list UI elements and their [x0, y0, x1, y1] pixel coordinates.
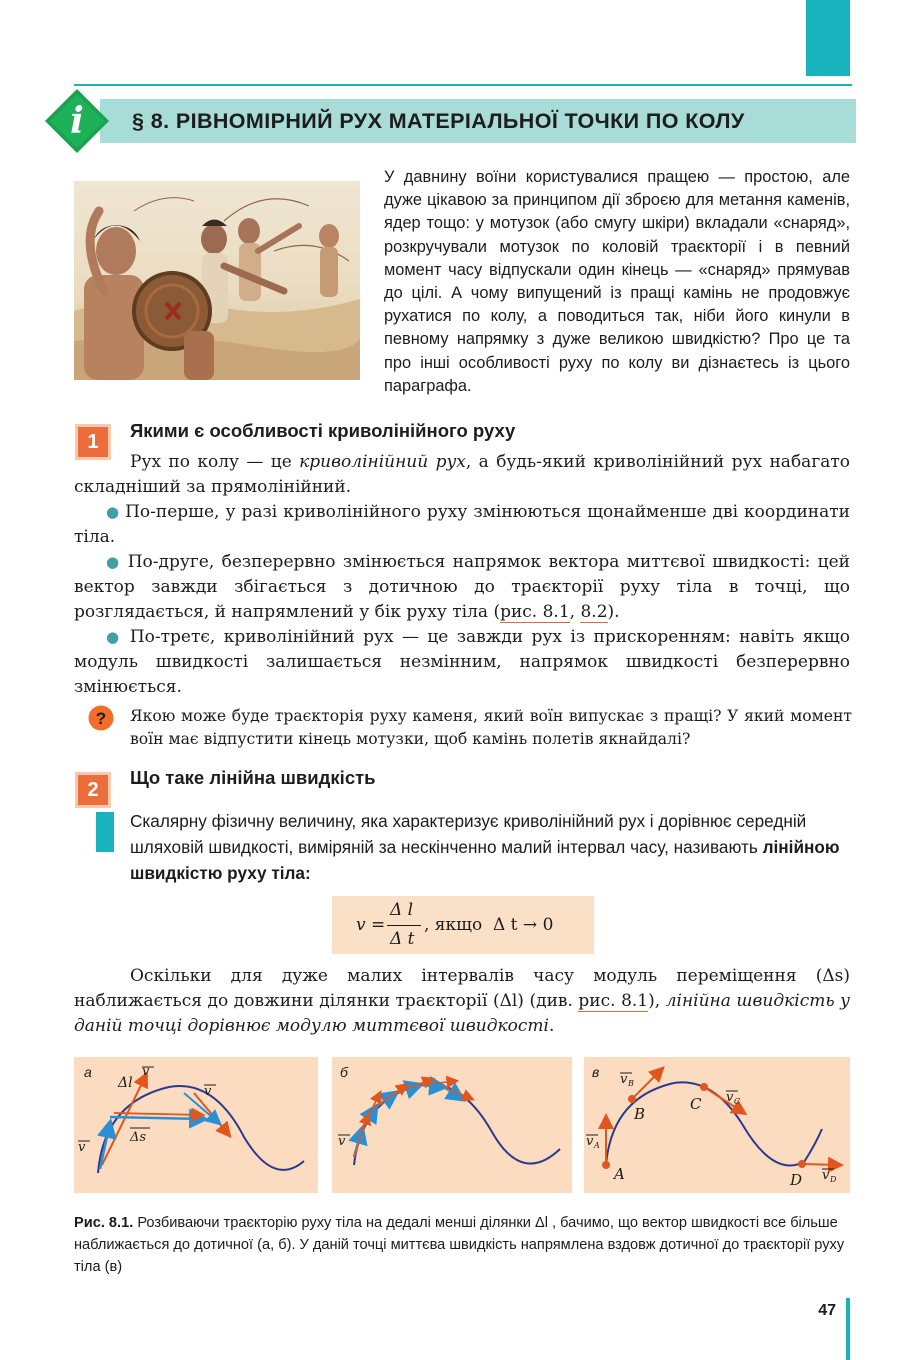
bullet-third: ● По-третє, криволінійний рух — це завжди рух із прискоренням: навіть якщо модуль швидкості залишається незмінним, напрямок швидкості безперервно змінюється. [74, 627, 851, 697]
info-badge-letter: i [70, 100, 84, 142]
top-rule [74, 84, 852, 86]
formula-denominator: Δ t [390, 929, 415, 949]
label-v-right: v [204, 1084, 212, 1099]
formula-lhs: v = [356, 915, 386, 935]
panel-letter-c: в [592, 1064, 600, 1080]
figure-caption: Рис. 8.1. Розбиваючи траєкторію руху тіла на дедалі менші ділянки Δl , бачимо, що вектор швидкості все більше наближається до дотичної (а, б). У даній точці миттєва швидкість напрямлена вздовж дотичної до траєкторії руху тіла (в) [74, 1215, 845, 1275]
figure-reference-link[interactable]: рис. 8.1 [578, 991, 649, 1011]
top-accent-bar [806, 0, 850, 76]
section-number-1: 1 [78, 427, 108, 457]
question-icon [88, 705, 114, 731]
label-v-b: v [620, 1072, 628, 1087]
question-text: Якою може буде траєкторія руху каменя, який воїн випускає з пращі? У який момент воїн має відпустити кінець мотузки, щоб камінь полетів якнайдалі? [130, 707, 852, 748]
label-v-top: v [142, 1064, 150, 1079]
label-v-d-sub: D [830, 1175, 837, 1184]
intro-paragraph: У давнину воїни користувалися пращею — простою, але дуже цікавою за принципом дії зброєю для метання каменів, ядер тощо: у мотузок (або смугу шкіри) вкладали «снаряд», розкручували мотузок по коловій траєкторії і в певний момент часу відпускали один кінець — «снаряд» прямував до цілі. А чому випущений із пращі камінь не продовжує рухатися по колу, а поводиться так, ніби його кинули в певному напрямку з дуже великою швидкістю? Про це та про інші особливості руху по колу ви дізнаєтесь із цього параграфа. [384, 168, 850, 395]
point-a: A [614, 1165, 625, 1183]
figure-reference-link[interactable]: рис. 8.1 [500, 602, 570, 622]
figure-panel-a [74, 1057, 318, 1193]
info-icon [44, 88, 110, 154]
bullet-dot: ● [106, 503, 126, 521]
definition-marker [96, 812, 114, 852]
label-v-left: v [78, 1140, 86, 1155]
label-delta-l: Δl [118, 1075, 133, 1091]
panel-letter-a: а [84, 1064, 92, 1080]
bullet-dot: ● [106, 553, 128, 571]
formula-condition: , якщо Δ t → 0 [424, 915, 554, 935]
figure-panel-b [332, 1057, 572, 1193]
panel-letter-b: б [340, 1064, 348, 1080]
label-v-b-sub: B [628, 1079, 634, 1088]
point-c: C [690, 1095, 702, 1113]
label-v-a: v [586, 1134, 594, 1149]
label-v-d: v [822, 1168, 830, 1183]
bullet-dot: ● [106, 628, 130, 646]
bullet-second: ● По-друге, безперервно змінюється напрямок вектора миттєвої швидкості: цей вектор завжди збігається з дотичною до траєкторії руху тіла в точці, що розглядається, й напрямлений у бік руху тіла (рис. 8.1, 8.2). [74, 552, 850, 622]
label-v-c: v [726, 1090, 734, 1105]
point-d: D [790, 1171, 803, 1189]
page-title: § 8. РІВНОМІРНИЙ РУХ МАТЕРІАЛЬНОЇ ТОЧКИ ПО КОЛУ [132, 109, 745, 133]
figure-reference-link[interactable]: 8.2 [580, 602, 608, 622]
paragraph-curvilinear: Рух по колу — це криволінійний рух, а будь-який криволінійний рух набагато складніший за прямолінійний. [74, 452, 850, 497]
slingers-illustration [74, 181, 360, 380]
label-v-a-sub: A [594, 1141, 600, 1150]
definition-text: Скалярну фізичну величину, яка характеризує криволінійний рух і дорівнює середній шляховій швидкості, виміряній за нескінченно малий інтервал часу, називають лінійною швидкістю руху тіла: [130, 811, 840, 883]
point-b: B [634, 1105, 646, 1123]
bullet-first: ● По-перше, у разі криволінійного руху змінюються щонайменше дві координати тіла. [74, 502, 850, 547]
formula-box [332, 896, 594, 954]
label-delta-s: Δs [130, 1130, 147, 1145]
paragraph-linear-speed: Оскільки для дуже малих інтервалів часу модуль переміщення (Δs) наближається до довжини ділянки траєкторії (Δl) (див. рис. 8.1), лінійна швидкість у даній точці дорівнює модулю миттєвої швидкості. [74, 966, 850, 1036]
page-number-rule [846, 1298, 850, 1360]
section-title-2: Що таке лінійна швидкість [130, 767, 376, 788]
figure-panel-c [584, 1057, 850, 1193]
fraction-bar [387, 925, 421, 926]
page-number: 47 [818, 1302, 836, 1319]
label-v-left: v [338, 1134, 346, 1149]
formula-numerator: Δ l [390, 900, 414, 920]
svg-text:?: ? [95, 709, 107, 728]
label-v-c-sub: C [734, 1097, 741, 1106]
section-title-1: Якими є особливості криволінійного руху [130, 420, 516, 441]
section-number-2: 2 [78, 775, 108, 805]
